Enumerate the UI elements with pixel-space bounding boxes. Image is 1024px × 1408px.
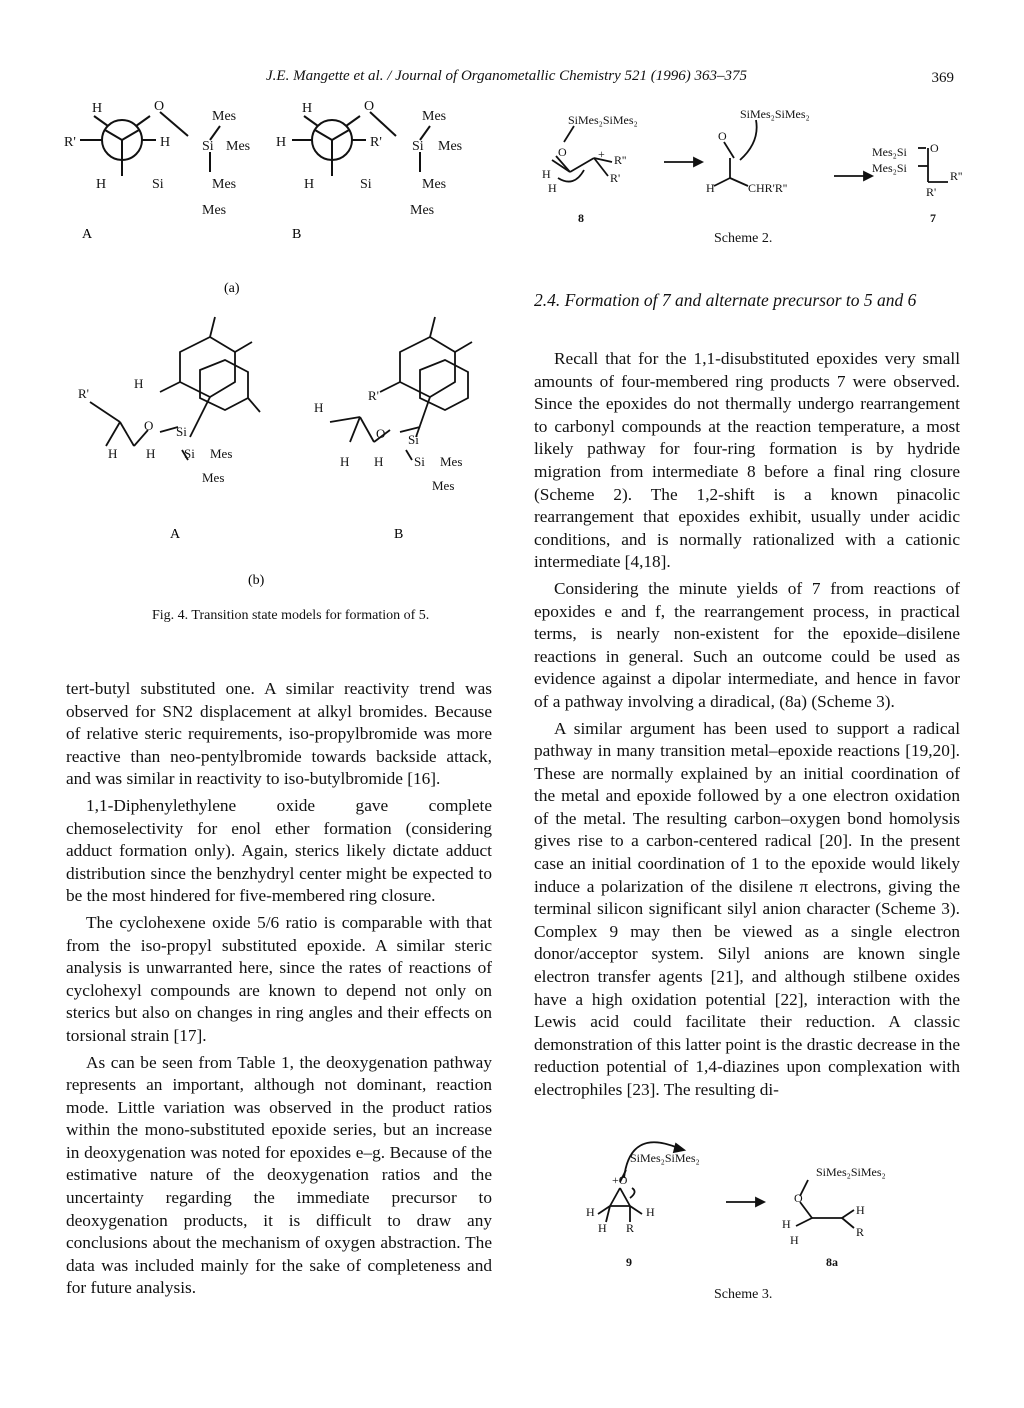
atom-h: H bbox=[374, 454, 384, 469]
atom-si: Si bbox=[176, 424, 187, 439]
atom-si: Si bbox=[360, 177, 372, 192]
atom-h: H bbox=[92, 101, 103, 116]
atom-o: O bbox=[558, 145, 567, 159]
compound-9-label: 9 bbox=[626, 1255, 632, 1269]
atom-h: H bbox=[134, 376, 144, 391]
atom-o: O bbox=[364, 99, 375, 114]
compound-7-label: 7 bbox=[930, 211, 936, 225]
mes-label: Mes bbox=[410, 203, 435, 218]
mes-label: Mes bbox=[440, 454, 463, 469]
atom-h: H bbox=[304, 177, 315, 192]
mes-label: Mes bbox=[210, 446, 233, 461]
mes-label: Mes bbox=[422, 109, 447, 124]
scheme3-caption: Scheme 3. bbox=[714, 1287, 773, 1302]
paragraph: Recall that for the 1,1-disubstituted epoxides very small amounts of four-membered ring products 7 were observed. Since the epoxides do not thermally undergo rearrangement to carbonyl compounds at the reaction temperature, a most likely pathway for four-ring formation is by hydride migration from intermediate 8 before a final ring closure (Scheme 2). The 1,2-shift is a known pinacolic rearrangement that epoxides exhibit, usually under acidic conditions, and is normally rationalized with a cationic intermediate [4,18]. bbox=[534, 349, 960, 572]
atom-rp: R' bbox=[370, 135, 382, 150]
compound-8a-label: 8a bbox=[826, 1255, 838, 1269]
mes-label: Mes bbox=[432, 478, 455, 493]
atom-h: H bbox=[302, 101, 313, 116]
atom-h: H bbox=[646, 1205, 655, 1219]
atom-h: H bbox=[782, 1217, 791, 1231]
atom-si: Si bbox=[408, 432, 419, 447]
section-title: 2.4. Formation of 7 and alternate precursor to 5 and 6 bbox=[534, 290, 917, 310]
silyl-group: SiMes₂SiMes₂ bbox=[816, 1165, 886, 1179]
atom-h: H bbox=[586, 1205, 595, 1219]
paragraph: tert-butyl substituted one. A similar reactivity trend was observed for SN2 displacement at alkyl bromides. Because of relative steric requirements, iso-propylbromide was more reactive than neo-pentylbromide towards backside attack, and was similar in reactivity to iso-butylbromide [16]. bbox=[66, 679, 492, 789]
paragraph: As can be seen from Table 1, the deoxygenation pathway represents an important, although not dominant, reaction mode. Little variation was observed in the product ratios within the mono-substituted epoxide series, but an increase in deoxygenation was noted for epoxides e–g. Because of the estimative nature of the deoxygenation ratios and the uncertainty regarding the immediate precursor to deoxygenation products, it is difficult to draw any conclusions about the mechanism of oxygen abstraction. The data was included mainly for the sake of completeness and for future analysis. bbox=[66, 1052, 492, 1298]
silyl-group: SiMes₂SiMes₂ bbox=[630, 1151, 700, 1165]
atom-o: O bbox=[144, 418, 154, 433]
atom-h: H bbox=[276, 135, 287, 150]
atom-h: H bbox=[790, 1233, 799, 1247]
atom-si: Si bbox=[184, 446, 195, 461]
atom-o: O bbox=[154, 99, 165, 114]
paragraph: 1,1-Diphenylethylene oxide gave complete chemoselectivity for enol ether formation (considering adduct formation only). Again, sterics likely dictate adduct distribution since the benzhydryl center might be expected to be the most hindered for five-membered ring closure. bbox=[66, 795, 492, 906]
atom-rp: R' bbox=[368, 388, 380, 403]
atom-si: Si bbox=[152, 177, 164, 192]
oxonium: +O bbox=[612, 1173, 628, 1187]
atom-h: H bbox=[706, 181, 715, 195]
atom-o: O bbox=[930, 141, 939, 155]
atom-rpp: R'' bbox=[614, 153, 627, 167]
atom-h: H bbox=[146, 446, 156, 461]
mes-label: Mes bbox=[212, 109, 237, 124]
silyl-group: SiMes₂SiMes₂ bbox=[740, 107, 810, 121]
atom-h: H bbox=[542, 167, 551, 181]
mes-label: Mes bbox=[226, 139, 251, 154]
paragraph: A similar argument has been used to support a radical pathway in many transition metal–epoxide reactions [19,20]. These are normally explained by an initial coordination of the metal and epoxide followed by a one electron oxidation of the metal. The resulting carbon–oxygen bond homolysis gives rise to a carbon-centered radical [20]. In the present case an initial coordination of 1 to the epoxide would likely induce a polarization of the disilene π electrons, giving the terminal silicon significant silyl anion character (Scheme 3). Complex 9 may then be viewed as a single electron donor/acceptor system. Silyl anions are known single electron transfer agents [21], and although stilbene oxides have a high oxidation potential [22], interaction with the Lewis acid could facilitate their reduction. A classic demonstration of this latter point is the drastic decrease in the reduction potential of 1,4-diazines upon complexation with electrophiles [23]. The resulting di- bbox=[534, 718, 960, 1099]
mes-label: Mes bbox=[202, 470, 225, 485]
figure4-panel-a bbox=[60, 96, 480, 306]
paragraph: Considering the minute yields of 7 from reactions of epoxides e and f, the rearrangement process, in practical terms, is nearly non-existent for the epoxide–disilene reactions in general. Such an outcome could be used as evidence against a dipolar intermediate, and hence in favor of a pathway involving a diradical, (8a) (Scheme 3). bbox=[534, 578, 960, 711]
page-number: 369 bbox=[931, 70, 954, 86]
atom-r: R bbox=[626, 1221, 635, 1235]
atom-rp: R' bbox=[78, 386, 90, 401]
atom-si: Si bbox=[414, 454, 425, 469]
atom-h: H bbox=[340, 454, 350, 469]
left-column bbox=[66, 678, 492, 1304]
atom-o: O bbox=[718, 129, 727, 143]
running-head: J.E. Mangette et al. / Journal of Organometallic Chemistry 521 (1996) 363–375 bbox=[266, 68, 748, 84]
running-header bbox=[0, 68, 1024, 92]
figure4-caption: Fig. 4. Transition state models for formation of 5. bbox=[152, 608, 430, 623]
ring-silyl-b: Mes₂Si bbox=[872, 161, 907, 175]
atom-h: H bbox=[598, 1221, 607, 1235]
atom-h: H bbox=[108, 446, 118, 461]
ring-silyl-a: Mes₂Si bbox=[872, 145, 907, 159]
mes-label: Mes bbox=[422, 177, 447, 192]
scheme2-diagram bbox=[534, 96, 974, 246]
atom-h: H bbox=[548, 181, 557, 195]
plus-sign: + bbox=[598, 147, 605, 161]
chr-group: CHR'R'' bbox=[748, 181, 788, 195]
panel-label-A: A bbox=[82, 227, 93, 242]
scheme2-caption: Scheme 2. bbox=[714, 231, 773, 246]
compound-8-label: 8 bbox=[578, 211, 584, 225]
atom-rpp: R'' bbox=[950, 169, 963, 183]
atom-h: H bbox=[96, 177, 107, 192]
atom-rp: R' bbox=[926, 185, 937, 199]
panel-label-a: (a) bbox=[224, 281, 240, 296]
atom-rp: R' bbox=[610, 171, 621, 185]
atom-si: Si bbox=[202, 139, 214, 154]
atom-h: H bbox=[160, 135, 171, 150]
right-column bbox=[534, 348, 960, 1106]
silyl-group: SiMes₂SiMes₂ bbox=[568, 113, 638, 127]
atom-o: O bbox=[376, 426, 386, 441]
atom-h: H bbox=[314, 400, 324, 415]
atom-o: O bbox=[794, 1191, 803, 1205]
atom-rp: R' bbox=[64, 135, 76, 150]
atom-r: R bbox=[856, 1225, 865, 1239]
mes-label: Mes bbox=[212, 177, 237, 192]
scheme3-diagram bbox=[580, 1118, 910, 1308]
atom-si: Si bbox=[412, 139, 424, 154]
figure4-panel-b bbox=[60, 312, 480, 592]
panel-label-B: B bbox=[292, 227, 302, 242]
panel-label-A: A bbox=[170, 527, 181, 542]
mes-label: Mes bbox=[202, 203, 227, 218]
paragraph: The cyclohexene oxide 5/6 ratio is comparable with that from the iso-propyl substituted epoxide. A similar steric analysis is unwarranted here, since the rates of reactions of cyclohexyl compounds are known to depend not only on sterics but also on changes in ring angles and their effects on torsional strain [17]. bbox=[66, 912, 492, 1045]
atom-h: H bbox=[856, 1203, 865, 1217]
panel-label-b: (b) bbox=[248, 573, 265, 588]
panel-label-B: B bbox=[394, 527, 404, 542]
mes-label: Mes bbox=[438, 139, 463, 154]
